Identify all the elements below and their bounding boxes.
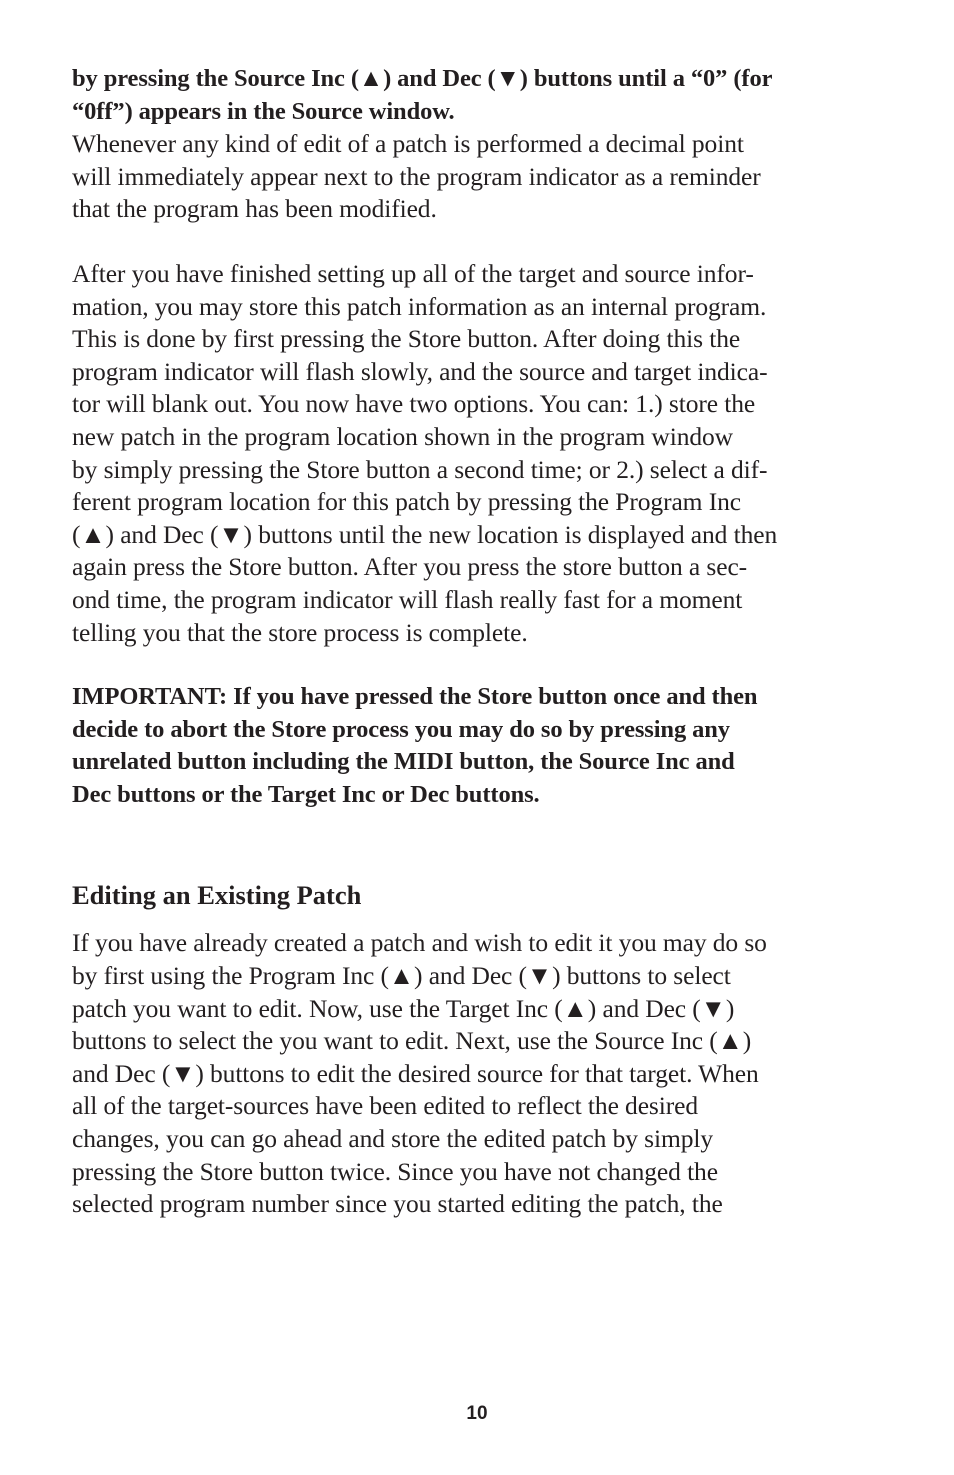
text-line: that the program has been modified. — [72, 194, 437, 224]
paragraph-editing — [72, 927, 887, 1220]
paragraph-spacer — [72, 649, 887, 681]
text-line: If you have already created a patch and wish to edit it you may do so — [72, 928, 767, 958]
text-line: ond time, the program indicator will flash really fast for a moment — [72, 584, 743, 614]
text-line: Dec buttons or the Target Inc or Dec buttons. — [72, 780, 540, 808]
page-body — [72, 63, 887, 1221]
text-line: mation, you may store this patch information as an internal program. — [72, 291, 767, 321]
text-line: program indicator will flash slowly, and the source and target indica- — [72, 356, 768, 386]
text-line: again press the Store button. After you press the store button a sec- — [72, 552, 748, 582]
paragraph-spacer — [72, 226, 887, 258]
paragraph-important — [72, 681, 887, 811]
text-line: and Dec (▼) buttons to edit the desired source for that target. When — [72, 1058, 759, 1088]
section-spacer — [72, 811, 887, 879]
text-line: telling you that the store process is complete. — [72, 617, 528, 647]
text-line: tor will blank out. You now have two options. You can: 1.) store the — [72, 389, 756, 419]
text-line: unrelated button including the MIDI button, the Source Inc and — [72, 748, 735, 776]
page-number: 10 — [466, 1403, 488, 1424]
text-line: will immediately appear next to the program indicator as a reminder — [72, 161, 761, 191]
text-line: Whenever any kind of edit of a patch is performed a decimal point — [72, 129, 744, 159]
text-line: by pressing the Source Inc (▲) and Dec (▼) buttons until a “0” (for — [72, 65, 773, 92]
text-line: by simply pressing the Store button a second time; or 2.) select a dif- — [72, 454, 768, 484]
text-line: ferent program location for this patch by pressing the Program Inc — [72, 487, 741, 517]
text-line: This is done by first pressing the Store button. After doing this the — [72, 324, 741, 354]
text-line: pressing the Store button twice. Since you have not changed the — [72, 1156, 718, 1186]
paragraph-store — [72, 258, 887, 649]
paragraph-intro — [72, 128, 887, 226]
text-line: all of the target-sources have been edited to reflect the desired — [72, 1091, 698, 1121]
section-heading: Editing an Existing Patch — [72, 880, 362, 911]
text-line: by first using the Program Inc (▲) and Dec (▼) buttons to select — [72, 961, 731, 991]
paragraph-intro-bold — [72, 63, 887, 128]
text-line: (▲) and Dec (▼) buttons until the new location is displayed and then — [72, 519, 778, 549]
text-line: IMPORTANT: If you have pressed the Store button once and then — [72, 683, 758, 711]
text-line: patch you want to edit. Now, use the Target Inc (▲) and Dec (▼) — [72, 993, 735, 1023]
text-line: decide to abort the Store process you may do so by pressing any — [72, 715, 730, 743]
text-line: new patch in the program location shown in the program window — [72, 421, 733, 451]
text-line: changes, you can go ahead and store the edited patch by simply — [72, 1124, 714, 1154]
text-line: selected program number since you started editing the patch, the — [72, 1189, 723, 1219]
text-line: After you have finished setting up all of the target and source infor- — [72, 258, 754, 288]
text-line: buttons to select the you want to edit. Next, use the Source Inc (▲) — [72, 1026, 752, 1056]
text-line: “0ff”) appears in the Source window. — [72, 97, 455, 125]
